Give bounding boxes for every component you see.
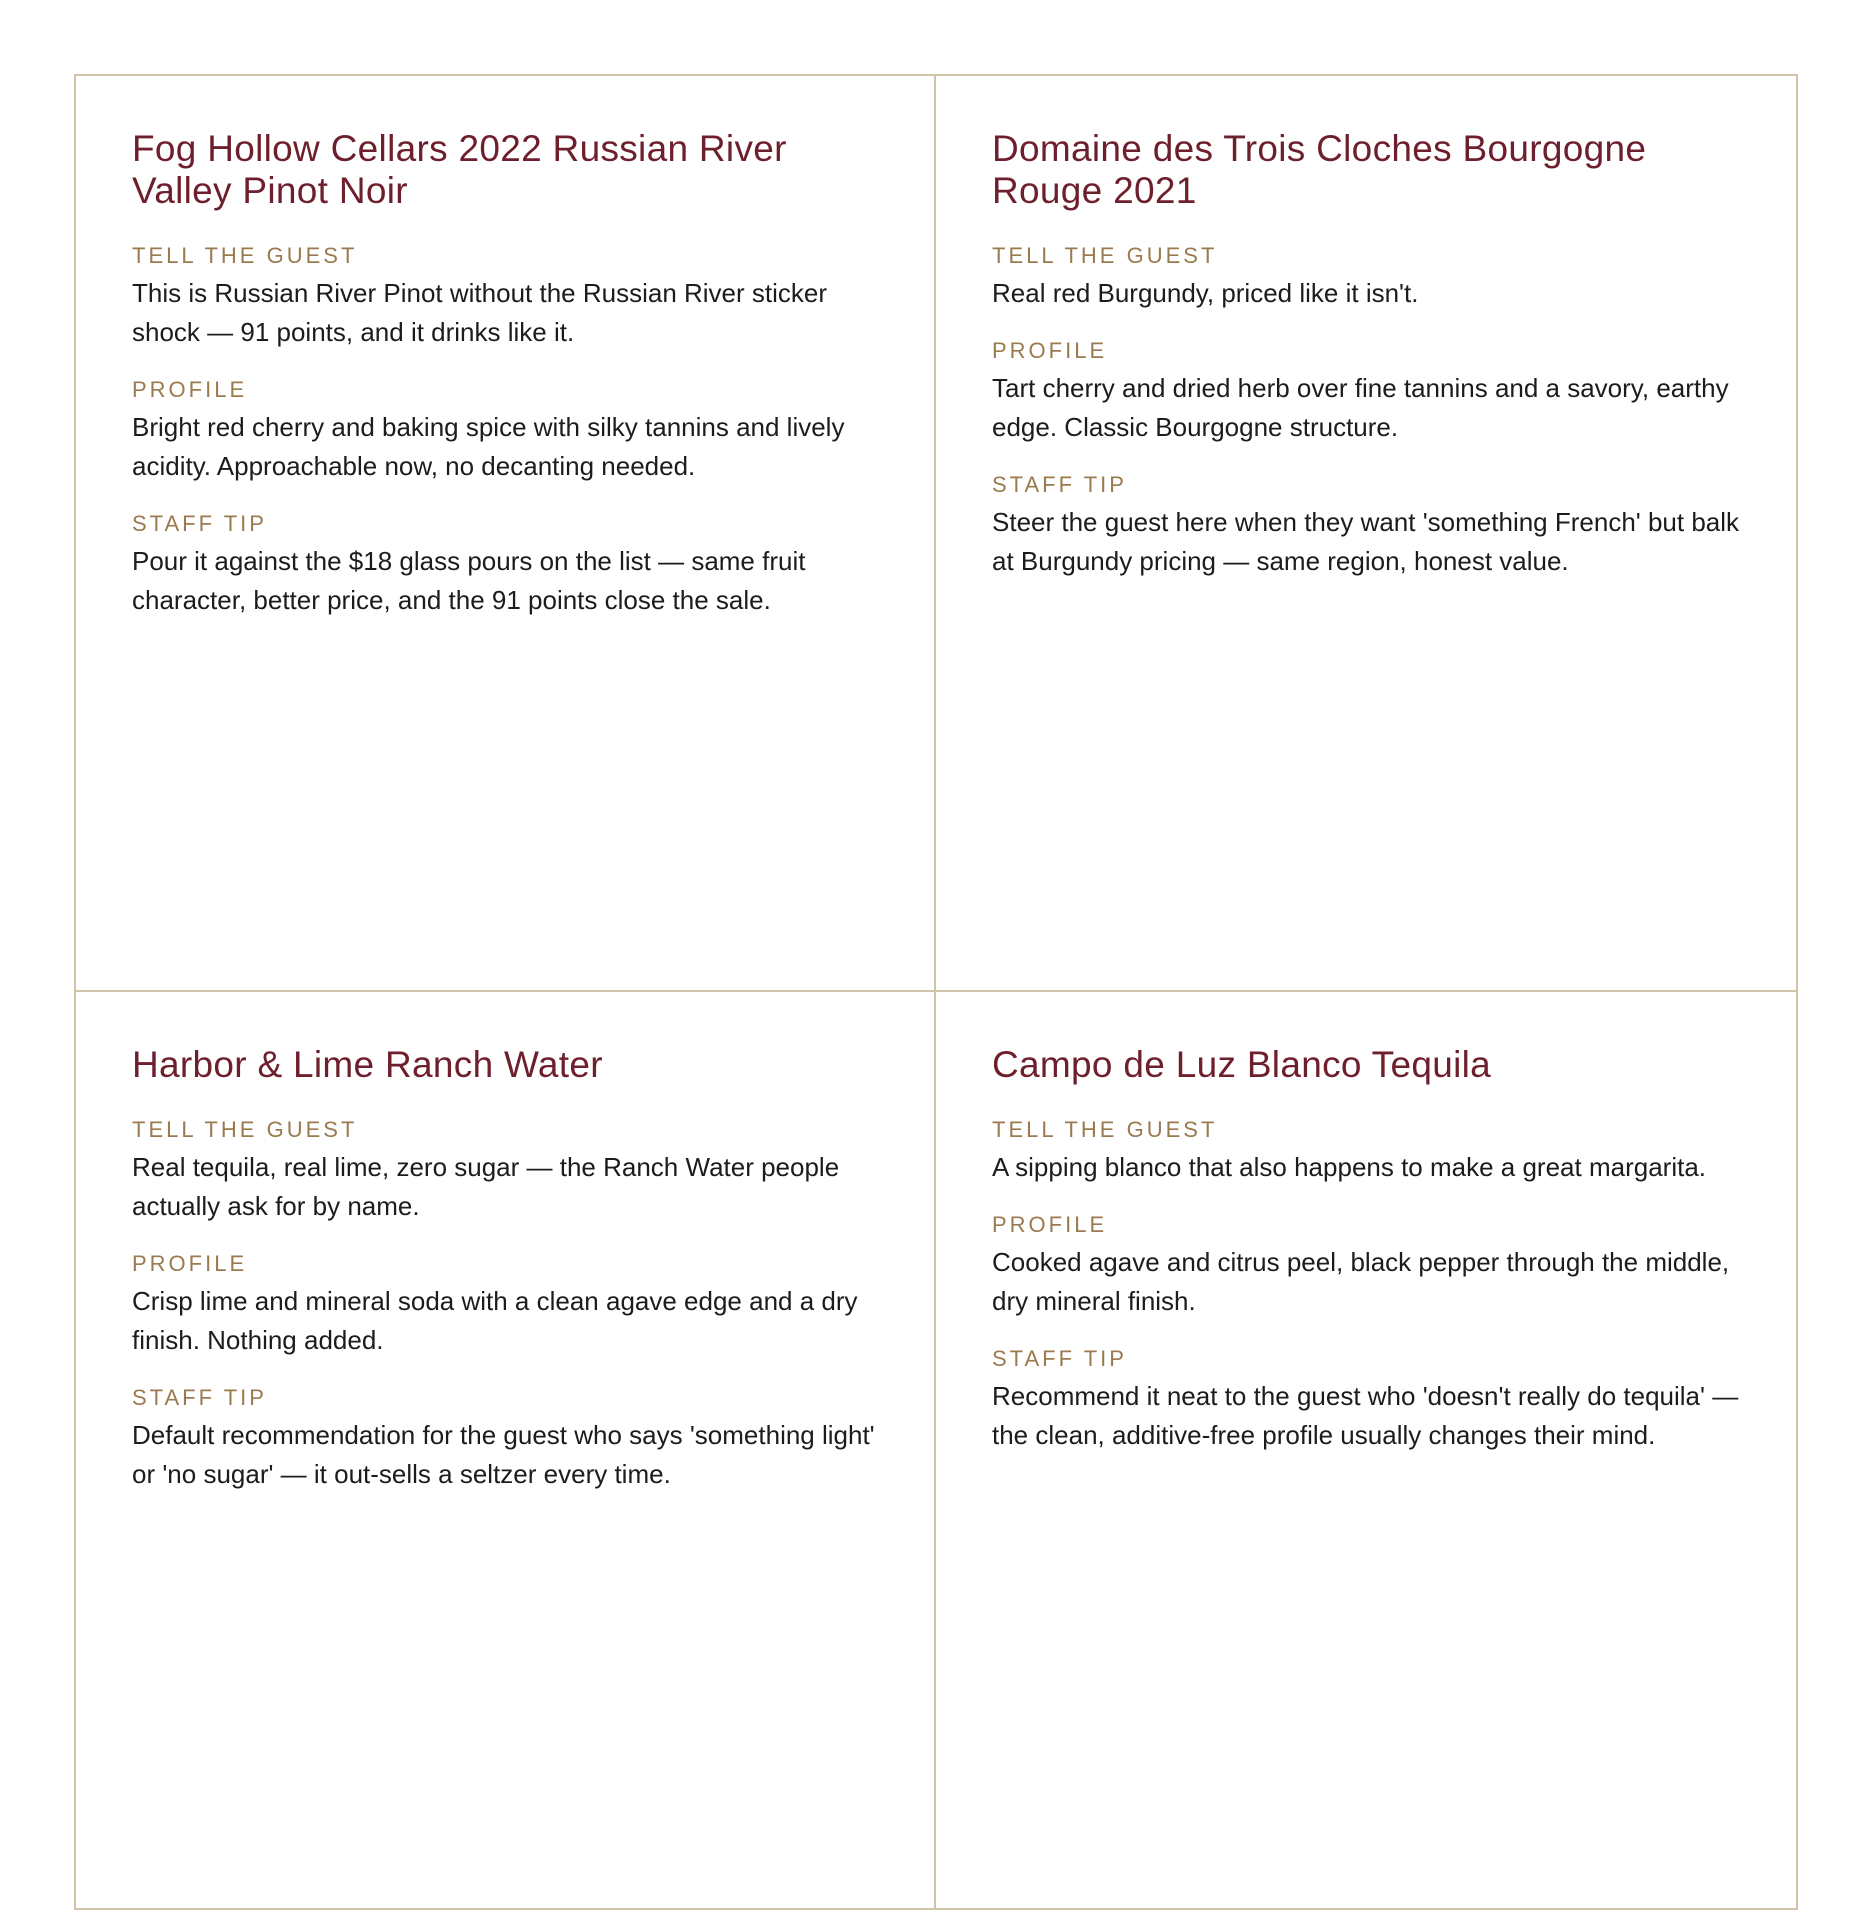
product-card-fog-hollow <box>76 76 936 992</box>
profile-label: PROFILE <box>132 1251 248 1276</box>
profile-label: PROFILE <box>992 338 1108 363</box>
product-card-campo-de-luz <box>936 992 1796 1908</box>
product-card-grid <box>74 74 1798 1910</box>
tell-the-guest-text: Real tequila, real lime, zero sugar — the Ranch Water people actually ask for by name. <box>132 1152 840 1221</box>
product-card-trois-cloches <box>936 76 1796 992</box>
profile-label: PROFILE <box>132 377 248 402</box>
profile-text: Crisp lime and mineral soda with a clean agave edge and a dry finish. Nothing added. <box>132 1286 858 1355</box>
tell-the-guest-label: TELL THE GUEST <box>992 243 1218 268</box>
profile-text: Bright red cherry and baking spice with silky tannins and lively acidity. Approachable now, no decanting needed. <box>132 412 845 481</box>
product-card-harbor-lime <box>76 992 936 1908</box>
profile-label: PROFILE <box>992 1212 1108 1237</box>
staff-tip-label: STAFF TIP <box>132 1385 267 1410</box>
card-title: Domaine des Trois Cloches Bourgogne Rouge 2021 <box>992 128 1647 211</box>
tell-the-guest-text: This is Russian River Pinot without the Russian River sticker shock — 91 points, and it drinks like it. <box>132 278 828 347</box>
staff-tip-text: Steer the guest here when they want 'something French' but balk at Burgundy pricing — same region, honest value. <box>992 507 1740 576</box>
tell-the-guest-text: Real red Burgundy, priced like it isn't. <box>992 278 1419 308</box>
tell-the-guest-label: TELL THE GUEST <box>132 1117 358 1142</box>
tell-the-guest-label: TELL THE GUEST <box>132 243 358 268</box>
card-title: Fog Hollow Cellars 2022 Russian River Valley Pinot Noir <box>132 128 787 211</box>
tell-the-guest-text: A sipping blanco that also happens to make a great margarita. <box>992 1152 1706 1182</box>
tell-the-guest-label: TELL THE GUEST <box>992 1117 1218 1142</box>
profile-text: Tart cherry and dried herb over fine tannins and a savory, earthy edge. Classic Bourgogne structure. <box>992 373 1729 442</box>
staff-tip-label: STAFF TIP <box>992 1346 1127 1371</box>
staff-tip-label: STAFF TIP <box>132 511 267 536</box>
card-title: Harbor & Lime Ranch Water <box>132 1044 603 1085</box>
card-title: Campo de Luz Blanco Tequila <box>992 1044 1492 1085</box>
staff-tip-label: STAFF TIP <box>992 472 1127 497</box>
profile-text: Cooked agave and citrus peel, black pepper through the middle, dry mineral finish. <box>992 1247 1730 1316</box>
staff-tip-text: Default recommendation for the guest who says 'something light' or 'no sugar' — it out-sells a seltzer every time. <box>132 1420 875 1489</box>
staff-tip-text: Pour it against the $18 glass pours on the list — same fruit character, better price, and the 91 points close the sale. <box>132 546 806 615</box>
staff-tip-text: Recommend it neat to the guest who 'doesn't really do tequila' — the clean, additive-free profile usually changes their mind. <box>992 1381 1739 1450</box>
